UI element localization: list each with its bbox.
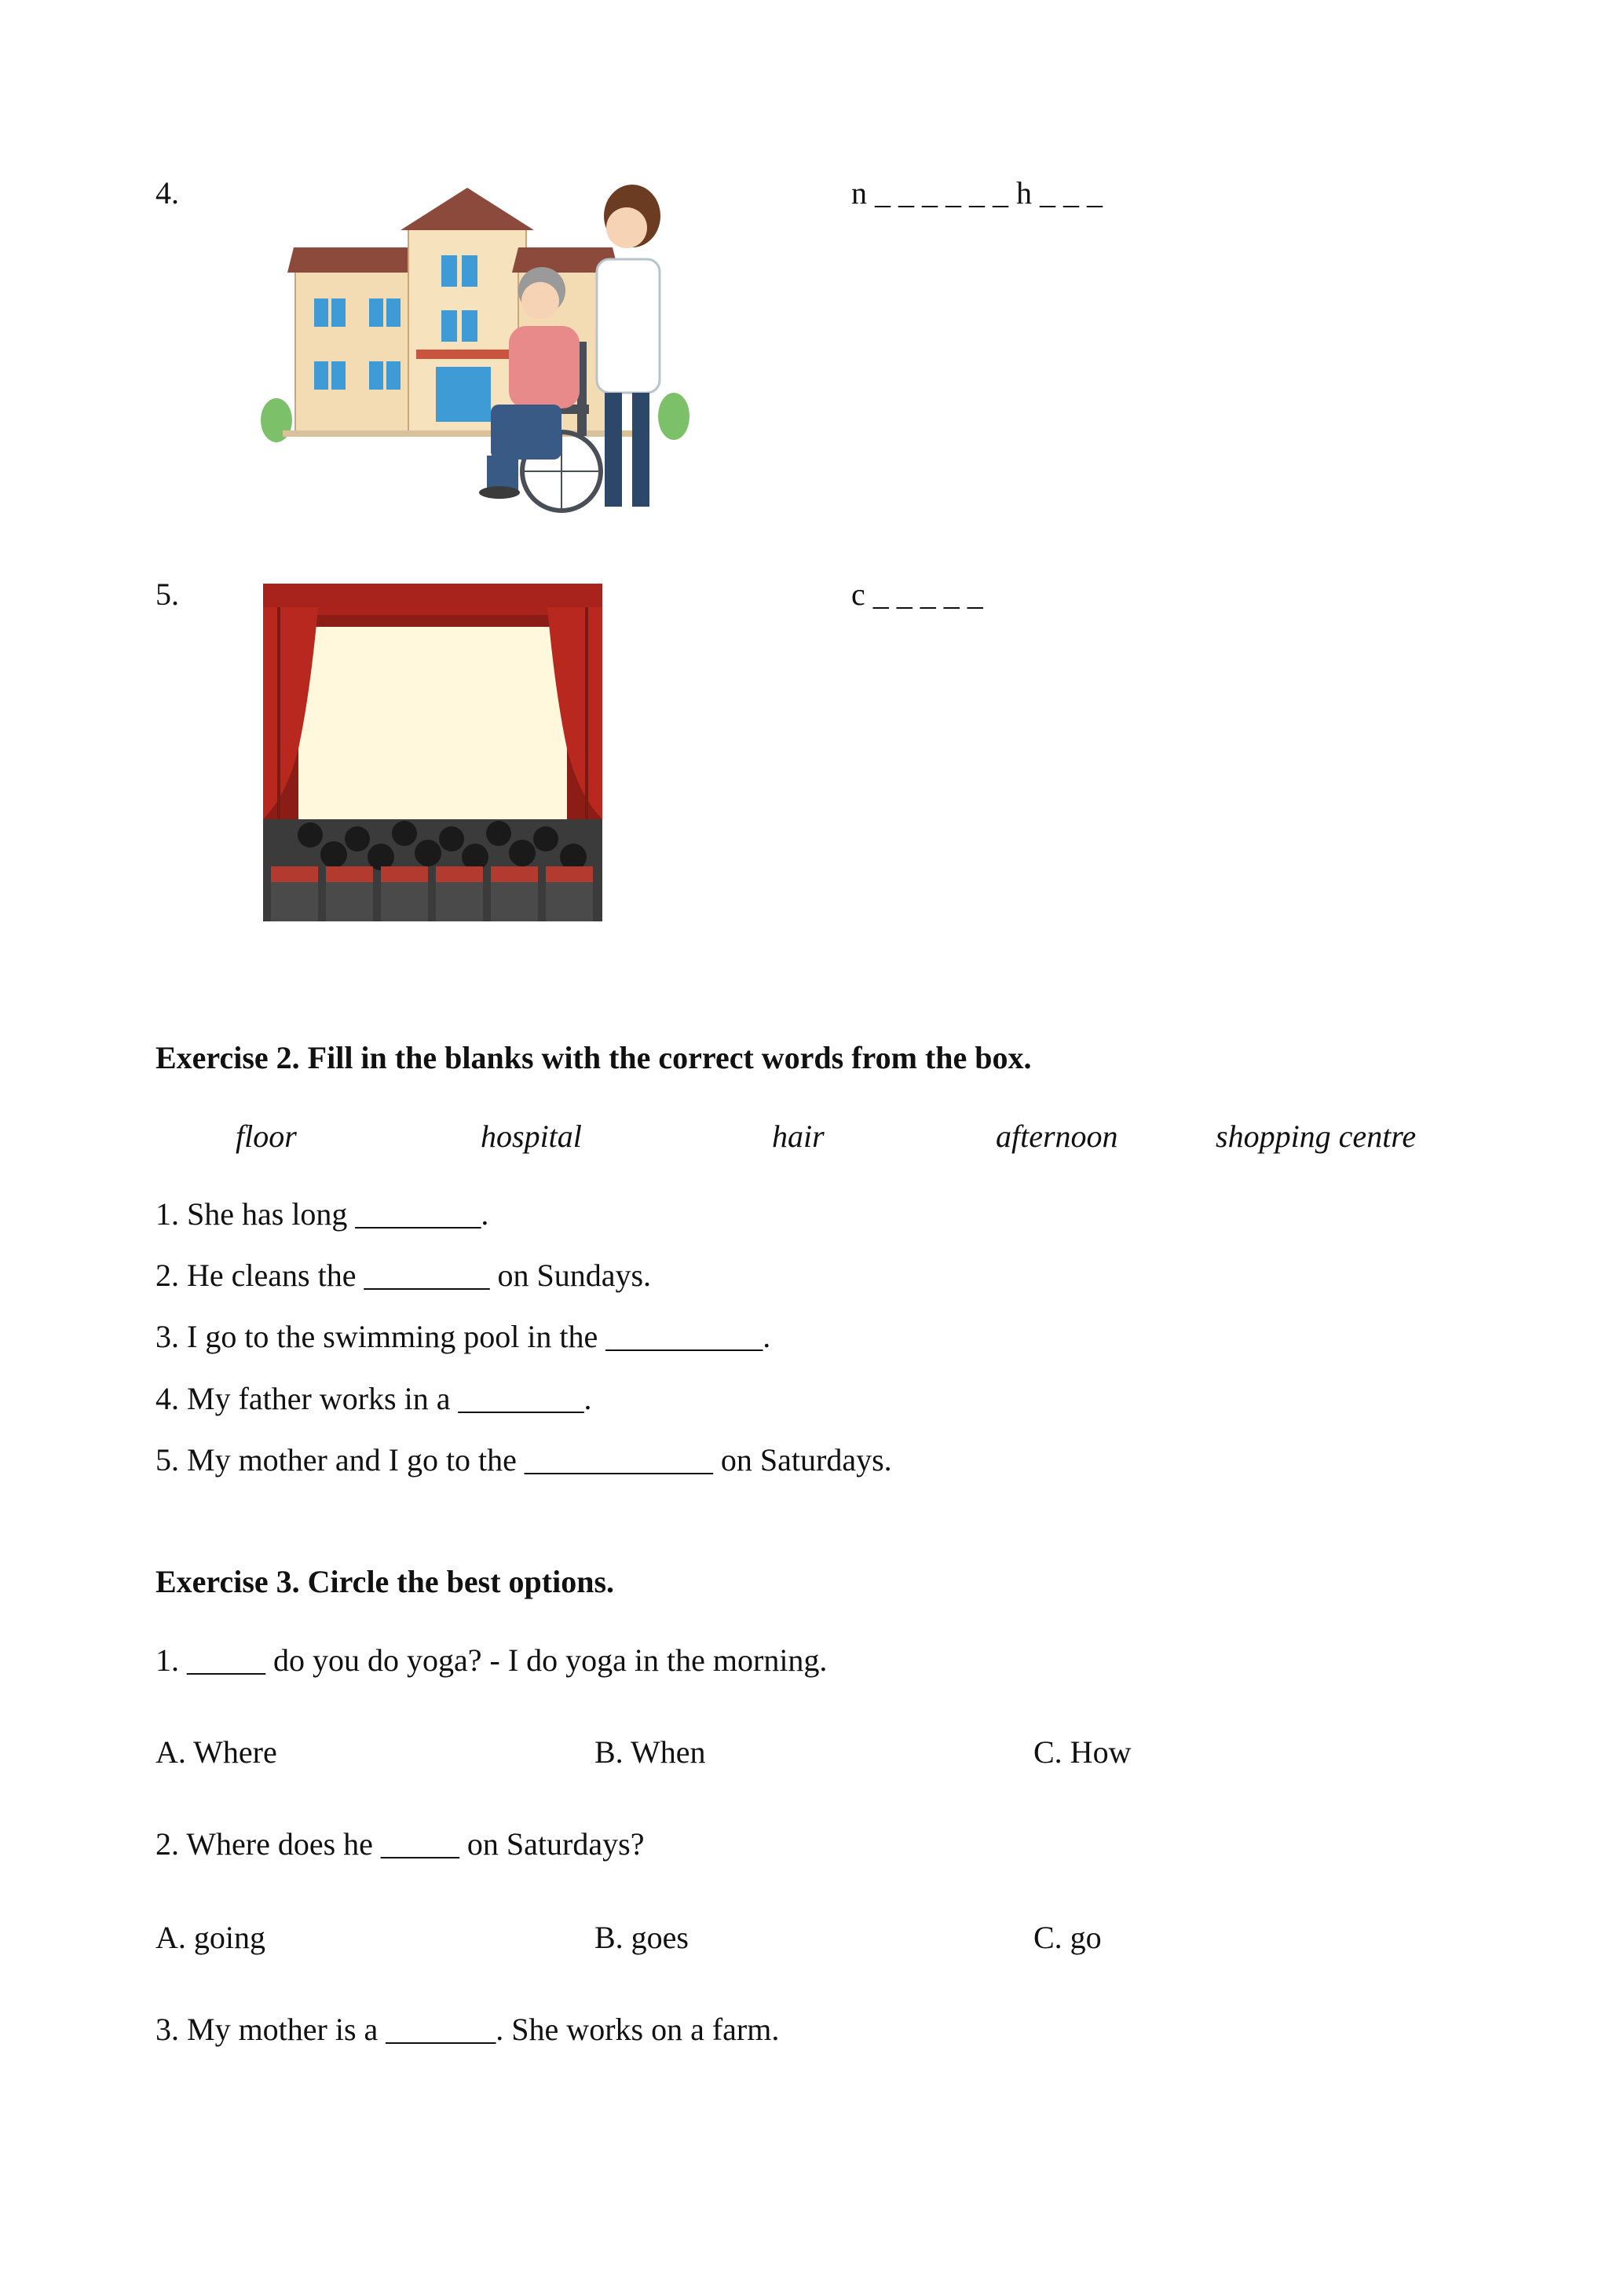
option-c: C. How	[1033, 1734, 1132, 1770]
option-b: B. When	[594, 1734, 706, 1770]
word-hint-4: n _ _ _ _ _ _ h _ _ _	[851, 175, 1103, 211]
option-b: B. goes	[594, 1920, 689, 1955]
cinema-image	[263, 584, 602, 921]
option-c: C. go	[1033, 1920, 1102, 1955]
exercise-2-sentence: 4. My father works in a ________.	[155, 1381, 592, 1416]
word-box-item: shopping centre	[1216, 1119, 1417, 1154]
word-box-item: hospital	[481, 1119, 582, 1154]
option-a: A. Where	[155, 1734, 277, 1770]
exercise-3-question: 2. Where does he _____ on Saturdays?	[155, 1826, 645, 1862]
option-a: A. going	[155, 1920, 265, 1955]
exercise-2-sentence: 3. I go to the swimming pool in the __________.	[155, 1319, 771, 1354]
word-hint-5: c _ _ _ _ _	[851, 577, 983, 612]
exercise-2-title: Exercise 2. Fill in the blanks with the correct words from the box.	[155, 1040, 1032, 1075]
exercise-3-title: Exercise 3. Circle the best options.	[155, 1564, 615, 1599]
item-number-5: 5.	[155, 577, 179, 612]
exercise-2-sentence: 2. He cleans the ________ on Sundays.	[155, 1258, 652, 1293]
item-number-4: 4.	[155, 175, 179, 211]
exercise-3-question: 1. _____ do you do yoga? - I do yoga in the morning.	[155, 1642, 828, 1678]
word-box-item: afternoon	[996, 1119, 1118, 1154]
nursing-home-image	[259, 185, 699, 514]
word-box-item: hair	[772, 1119, 825, 1154]
exercise-2-sentence: 1. She has long ________.	[155, 1196, 489, 1232]
exercise-3-question: 3. My mother is a _______. She works on a farm.	[155, 2012, 780, 2047]
word-box-item: floor	[236, 1119, 297, 1154]
exercise-2-sentence: 5. My mother and I go to the ____________ on Saturdays.	[155, 1442, 892, 1478]
